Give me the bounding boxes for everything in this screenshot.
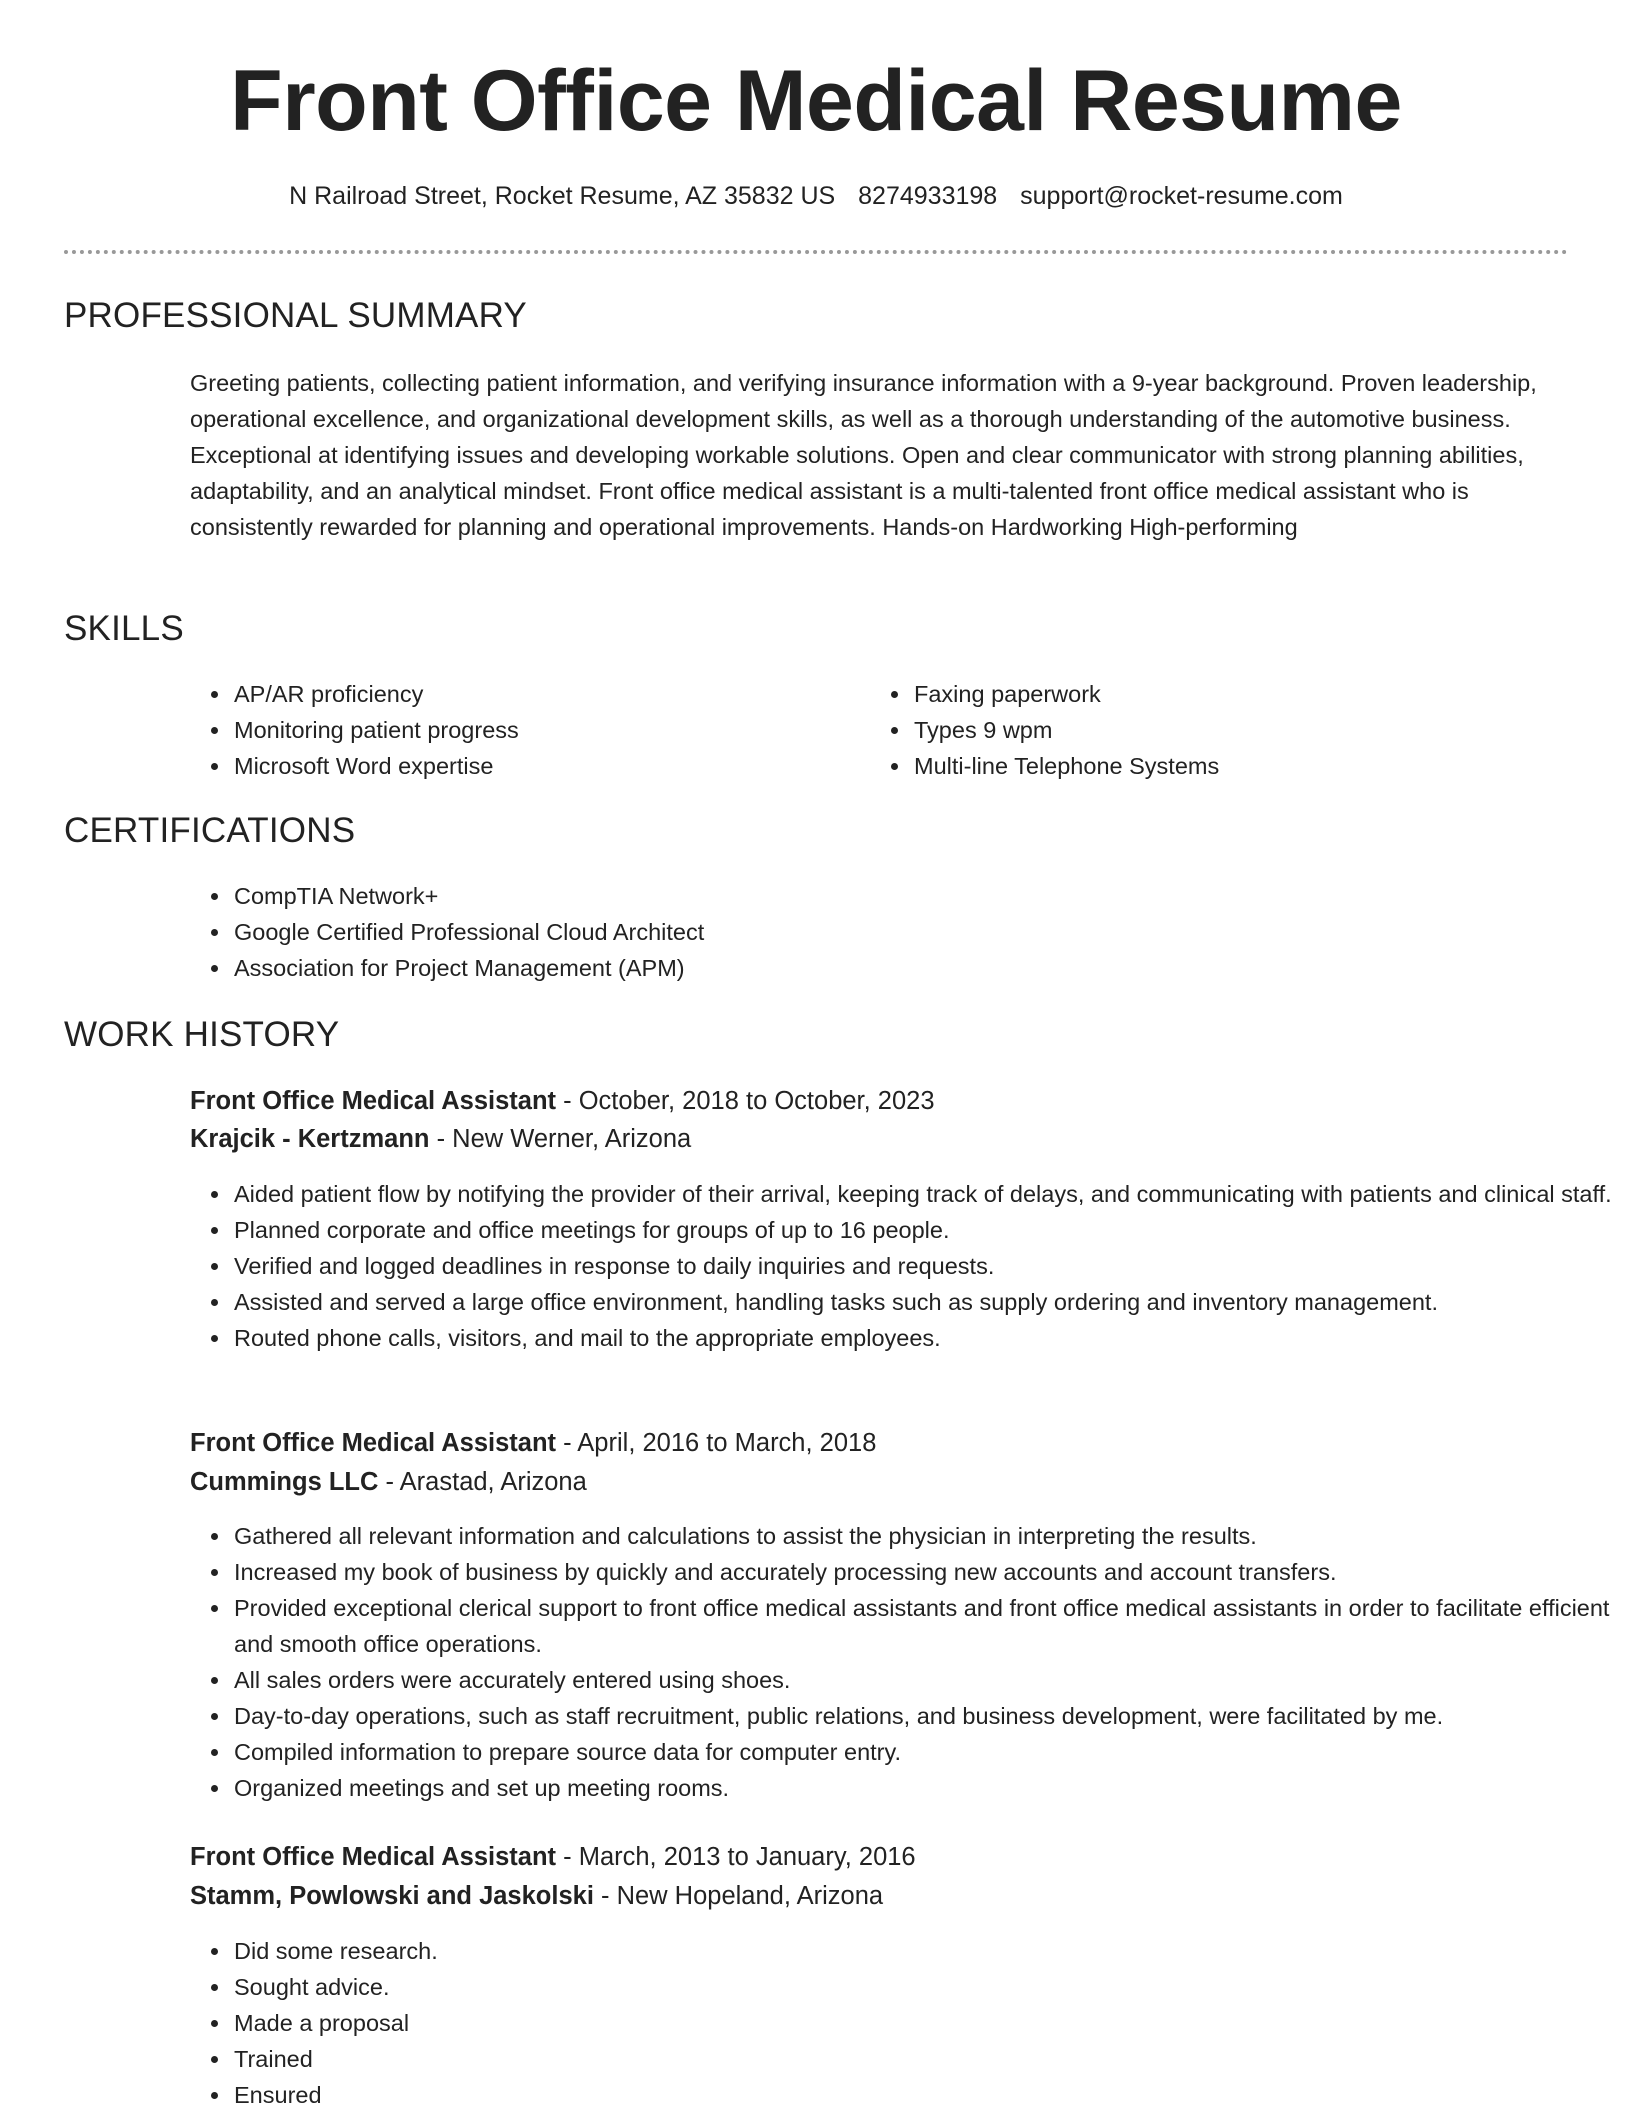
skill-item: • Monitoring patient progress xyxy=(232,712,792,748)
job-dates: - March, 2013 to January, 2016 xyxy=(556,1843,916,1871)
contact-address: N Railroad Street, Rocket Resume, AZ 35832 US xyxy=(289,182,836,210)
section-title-summary: PROFESSIONAL SUMMARY xyxy=(64,296,527,335)
job-company-line xyxy=(190,1463,587,1501)
skill-item: • Types 9 wpm xyxy=(912,712,1512,748)
job-title-line xyxy=(190,1838,916,1876)
job-bullet: • Compiled information to prepare source data for computer entry. xyxy=(232,1734,1612,1770)
job-bullet: • Gathered all relevant information and calculations to assist the physician in interpreting the results. xyxy=(232,1518,1612,1554)
job-company: Krajcik - Kertzmann xyxy=(190,1125,430,1153)
job-role: Front Office Medical Assistant xyxy=(190,1429,557,1457)
job-bullet: • Aided patient flow by notifying the provider of their arrival, keeping track of delays, and communicating with patients and clinical staff. xyxy=(232,1176,1612,1212)
job-bullet: • Organized meetings and set up meeting rooms. xyxy=(232,1770,1612,1806)
resume-title: Front Office Medical Resume xyxy=(230,53,1402,149)
job-dates: - October, 2018 to October, 2023 xyxy=(556,1087,935,1115)
header-divider xyxy=(64,250,1568,254)
job-bullet: • Verified and logged deadlines in response to daily inquiries and requests. xyxy=(232,1248,1612,1284)
job-bullets xyxy=(190,1176,1612,1356)
contact-line xyxy=(0,182,1632,211)
job-bullets xyxy=(190,1933,1612,2113)
job-bullet: • Routed phone calls, visitors, and mail to the appropriate employees. xyxy=(232,1320,1612,1356)
job-title-line xyxy=(190,1082,935,1120)
job-bullet: • Provided exceptional clerical support to front office medical assistants and front office medical assistants in order to facilitate efficient and smooth office operations. xyxy=(232,1590,1612,1662)
job-bullet: • Sought advice. xyxy=(232,1969,1612,2005)
job-bullets xyxy=(190,1518,1612,1806)
job-dates: - April, 2016 to March, 2018 xyxy=(556,1429,877,1457)
skill-item: • Multi-line Telephone Systems xyxy=(912,748,1512,784)
job-role: Front Office Medical Assistant xyxy=(190,1087,557,1115)
section-title-skills: SKILLS xyxy=(64,609,184,648)
skill-item: • Faxing paperwork xyxy=(912,676,1512,712)
job-bullet: • Made a proposal xyxy=(232,2005,1612,2041)
job-location: - Arastad, Arizona xyxy=(378,1468,587,1496)
contact-email: support@rocket-resume.com xyxy=(1020,182,1343,210)
job-company: Stamm, Powlowski and Jaskolski xyxy=(190,1882,594,1910)
job-bullet: • All sales orders were accurately entered using shoes. xyxy=(232,1662,1612,1698)
job-company-line xyxy=(190,1120,691,1158)
job-role: Front Office Medical Assistant xyxy=(190,1843,557,1871)
skill-item: • Microsoft Word expertise xyxy=(232,748,792,784)
skills-list-left xyxy=(190,676,792,784)
certification-item: • CompTIA Network+ xyxy=(232,878,1532,914)
job-bullet: • Assisted and served a large office environment, handling tasks such as supply ordering and inventory management. xyxy=(232,1284,1612,1320)
certification-item: • Google Certified Professional Cloud Architect xyxy=(232,914,1532,950)
job-bullet: • Trained xyxy=(232,2041,1612,2077)
job-bullet: • Increased my book of business by quickly and accurately processing new accounts and account transfers. xyxy=(232,1554,1612,1590)
summary-text: Greeting patients, collecting patient information, and verifying insurance information with a 9-year background. Proven leadership, operational excellence, and organizational development skills, as well as a thorough understanding of the automotive business. Exceptional at identifying issues and developing workable solutions. Open and clear communicator with strong planning abilities, adaptability, and an analytical mindset. Front office medical assistant is a multi-talented front office medical assistant who is consistently rewarded for planning and operational improvements. Hands-on Hardworking High-performing xyxy=(190,370,1537,540)
job-bullet: • Ensured xyxy=(232,2077,1612,2113)
job-bullet: • Did some research. xyxy=(232,1933,1612,1969)
job-bullet: • Day-to-day operations, such as staff recruitment, public relations, and business development, were facilitated by me. xyxy=(232,1698,1612,1734)
job-company-line xyxy=(190,1877,883,1915)
job-location: - New Werner, Arizona xyxy=(429,1125,692,1153)
job-title-line xyxy=(190,1424,876,1462)
skill-item: • AP/AR proficiency xyxy=(232,676,792,712)
section-title-work-history: WORK HISTORY xyxy=(64,1015,340,1054)
skills-list-right xyxy=(870,676,1512,784)
job-company: Cummings LLC xyxy=(190,1468,379,1496)
contact-phone: 8274933198 xyxy=(858,182,998,210)
job-bullet: • Planned corporate and office meetings for groups of up to 16 people. xyxy=(232,1212,1612,1248)
section-title-certifications: CERTIFICATIONS xyxy=(64,811,356,850)
job-location: - New Hopeland, Arizona xyxy=(593,1882,884,1910)
certification-item: • Association for Project Management (APM) xyxy=(232,950,1532,986)
certifications-list xyxy=(190,878,1532,986)
